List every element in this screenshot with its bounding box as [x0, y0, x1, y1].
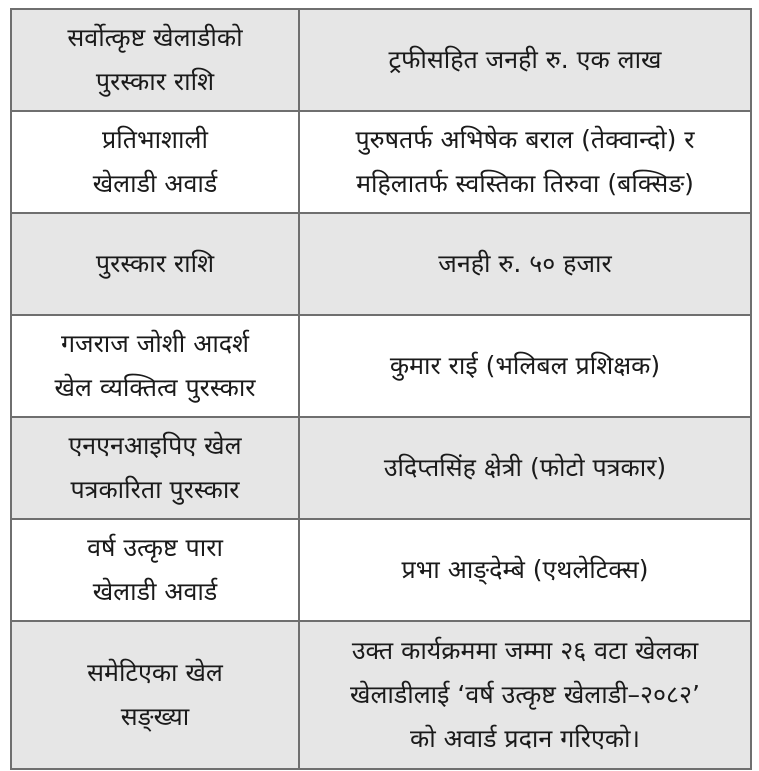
award-value-line: खेलाडीलाई ‘वर्ष उत्कृष्ट खेलाडी–२०८२’	[350, 680, 700, 709]
award-label-line: सर्वोत्कृष्ट खेलाडीको	[67, 23, 243, 52]
award-label-line: खेल व्यक्तित्व पुरस्कार	[54, 373, 256, 402]
award-label-line: गजराज जोशी आदर्श	[60, 329, 250, 358]
table-row	[11, 621, 751, 769]
award-label-line: खेलाडी अवार्ड	[92, 169, 218, 198]
table-row	[11, 417, 751, 519]
award-value-line: जनही रु. ५० हजार	[438, 249, 612, 278]
table-row	[11, 9, 751, 111]
award-label-line: पुरस्कार राशि	[95, 249, 215, 278]
award-value-line: प्रभा आङ्देम्बे (एथलेटिक्स)	[401, 555, 649, 584]
award-label-cell	[11, 213, 299, 315]
table-row	[11, 315, 751, 417]
award-value-cell	[299, 621, 751, 769]
award-value-line: पुरुषतर्फ अभिषेक बराल (तेक्वान्दो) र	[355, 125, 695, 154]
award-value-line: कुमार राई (भलिबल प्रशिक्षक)	[389, 351, 661, 380]
award-label-line: वर्ष उत्कृष्ट पारा	[87, 533, 223, 562]
awards-table	[10, 8, 752, 770]
award-value-cell	[299, 315, 751, 417]
award-label-cell	[11, 111, 299, 213]
award-label-cell	[11, 621, 299, 769]
award-label-cell	[11, 9, 299, 111]
award-label-line: खेलाडी अवार्ड	[92, 577, 218, 606]
award-value-cell	[299, 519, 751, 621]
award-value-cell	[299, 9, 751, 111]
award-value-line: महिलातर्फ स्वस्तिका तिरुवा (बक्सिङ)	[356, 169, 694, 198]
award-label-cell	[11, 417, 299, 519]
award-value-line: ट्रफीसहित जनही रु. एक लाख	[388, 45, 662, 74]
award-label-cell	[11, 519, 299, 621]
award-label-cell	[11, 315, 299, 417]
award-value-cell	[299, 417, 751, 519]
award-value-line: उक्त कार्यक्रममा जम्मा २६ वटा खेलका	[351, 636, 699, 665]
award-value-line: को अवार्ड प्रदान गरिएको।	[410, 724, 640, 753]
table-row	[11, 519, 751, 621]
table-row	[11, 111, 751, 213]
award-label-line: समेटिएका खेल	[87, 658, 223, 687]
award-value-cell	[299, 111, 751, 213]
award-label-line: पुरस्कार राशि	[95, 67, 215, 96]
award-label-line: सङ्ख्या	[120, 702, 190, 731]
award-value-cell	[299, 213, 751, 315]
table-row	[11, 213, 751, 315]
award-label-line: प्रतिभाशाली	[102, 125, 208, 154]
award-label-line: पत्रकारिता पुरस्कार	[70, 475, 240, 504]
award-value-line: उदिप्तसिंह क्षेत्री (फोटो पत्रकार)	[383, 453, 667, 482]
award-label-line: एनएनआइपिए खेल	[68, 431, 242, 460]
